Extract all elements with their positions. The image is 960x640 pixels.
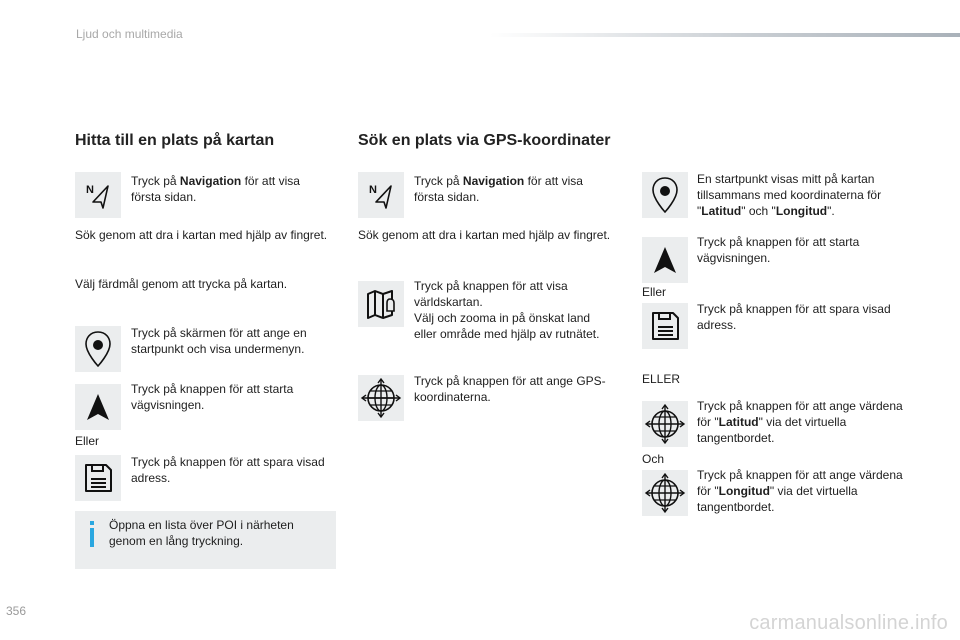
map-pin-icon (75, 326, 121, 372)
middle-drag-text: Sök genom att dra i kartan med hjälp av fingret. (358, 228, 611, 242)
middle-gps-text: Tryck på knappen för att ange GPS-koordinaterna. (414, 374, 606, 404)
left-pin-text: Tryck på skärmen för att ange en startpunkt och visa undermenyn. (131, 326, 307, 356)
right-start-text: Tryck på knappen för att starta vägvisningen. (697, 235, 860, 265)
gps-globe-icon (358, 375, 404, 421)
right-or-caps-text: ELLER (642, 372, 681, 386)
right-longitude-text: Tryck på knappen för att ange värdena för "Longitud" via det virtuella tangentbordet. (697, 468, 903, 514)
left-choose-text: Välj färdmål genom att trycka på kartan. (75, 277, 288, 291)
world-map-icon (358, 281, 404, 327)
right-and-text: Och (642, 452, 665, 466)
map-pin-icon (642, 172, 688, 218)
svg-text:N: N (86, 184, 94, 196)
left-start-text: Tryck på knappen för att starta vägvisningen. (131, 382, 294, 412)
right-or-text: Eller (642, 285, 667, 299)
left-save-text: Tryck på knappen för att spara visad adress. (131, 455, 325, 485)
info-text: Öppna en lista över POI i närheten genom en lång tryckning. (109, 518, 294, 548)
save-address-icon (75, 455, 121, 501)
left-section-heading: Hitta till en plats på kartan (75, 132, 275, 149)
save-address-icon (642, 303, 688, 349)
start-guidance-icon (642, 237, 688, 283)
svg-text:N: N (369, 184, 377, 196)
longitude-globe-icon (642, 470, 688, 516)
navigation-icon (358, 172, 404, 218)
navigation-icon (75, 172, 121, 218)
middle-section-heading: Sök en plats via GPS-koordinater (358, 132, 611, 149)
right-latitude-text: Tryck på knappen för att ange värdena för "Latitud" via det virtuella tangentbordet. (697, 399, 903, 445)
middle-navigation-text: Tryck på Navigation för att visa första sidan. (414, 174, 583, 204)
right-pin-text: En startpunkt visas mitt på kartan tillsammans med koordinaterna för "Latitud" och "Longitud". (697, 172, 882, 218)
header-divider (490, 33, 960, 37)
info-icon (89, 521, 95, 547)
info-box (75, 511, 336, 569)
middle-world-map-text: Tryck på knappen för att visa världskartan. Välj och zooma in på önskat land eller område med hjälp av rutnätet. (414, 279, 600, 341)
header-title: Ljud och multimedia (76, 27, 183, 41)
start-guidance-icon (75, 384, 121, 430)
left-or-text: Eller (75, 434, 100, 448)
left-navigation-text: Tryck på Navigation för att visa första sidan. (131, 174, 300, 204)
left-drag-text: Sök genom att dra i kartan med hjälp av fingret. (75, 228, 328, 242)
page-number: 356 (6, 604, 27, 618)
right-save-text: Tryck på knappen för att spara visad adress. (697, 302, 891, 332)
watermark: carmanualsonline.info (749, 612, 948, 634)
latitude-globe-icon (642, 401, 688, 447)
